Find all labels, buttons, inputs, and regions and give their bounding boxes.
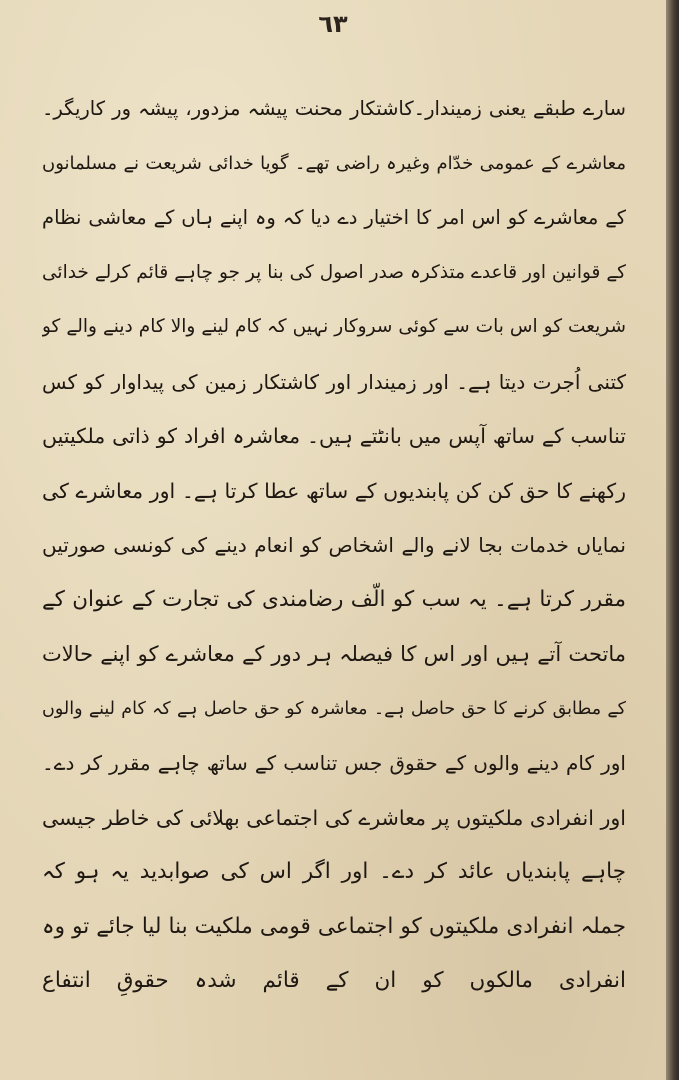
text-line: رکھنے کا حق کن کن پابندیوں کے ساتھ عطا کرتا ہے۔ اور معاشرے کی [42,478,626,503]
text-line: کے مطابق کرنے کا حق حاصل ہے۔ معاشرہ کو حق حاصل ہے کہ کام لینے والوں [42,698,626,719]
text-line: ماتحت آتے ہیں اور اس کا فیصلہ ہر دور کے معاشرے کو اپنے حالات [42,642,626,666]
text-line: جملہ انفرادی ملکیتوں کو اجتماعی قومی ملکیت بنا لیا جائے تو وہ [42,913,626,939]
text-line: اور کام دینے والوں کے حقوق جس تناسب کے ساتھ چاہے مقرر کر دے۔ [42,751,626,775]
text-line: کے قوانین اور قاعدے متذکرہ صدر اصول کی بنا پر جو چاہے قائم کرلے خدائی [42,261,626,283]
text-line: کے معاشرے کو اس امر کا اختیار دے دیا کہ وہ اپنے ہاں کے معاشی نظام [42,206,626,229]
text-line: تناسب کے ساتھ آپس میں بانٹتے ہیں۔ معاشرہ افراد کو ذاتی ملکیتیں [42,424,626,448]
text-line: کتنی اُجرت دیتا ہے۔ اور زمیندار اور کاشتکار زمین کی پیداوار کو کس [42,369,626,394]
text-line: شریعت کو اس بات سے کوئی سروکار نہیں کہ کام لینے والا کام دینے والے کو [42,316,626,337]
page-binding-edge [666,0,679,1080]
text-line: سارے طبقے یعنی زمیندار۔کاشتکار محنت پیشہ مزدور، پیشہ ور کاریگر۔ [42,97,626,120]
text-line: چاہے پابندیاں عائد کر دے۔ اور اگر اس کی صوابدید یہ ہو کہ [42,859,626,884]
text-line: اور انفرادی ملکیتوں پر معاشرے کی اجتماعی بھلائی کی خاطر جیسی [42,805,626,830]
page-body-text [42,82,626,1009]
text-line: نمایاں خدمات بجا لانے والے اشخاص کو انعام دینے کی کونسی صورتیں [42,533,626,557]
text-line: انفرادی مالکوں کو ان کے قائم شدہ حقوقِ انتفاع [42,968,626,993]
page-number: ٦٣ [318,10,348,38]
text-line: معاشرے کے عمومی خدّام وغیرہ راضی تھے۔ گویا خدائی شریعت نے مسلمانوں [42,152,626,174]
text-line: مقرر کرتا ہے۔ یہ سب کو الّف رضامندی کی تجارت کے عنوان کے [42,586,626,612]
